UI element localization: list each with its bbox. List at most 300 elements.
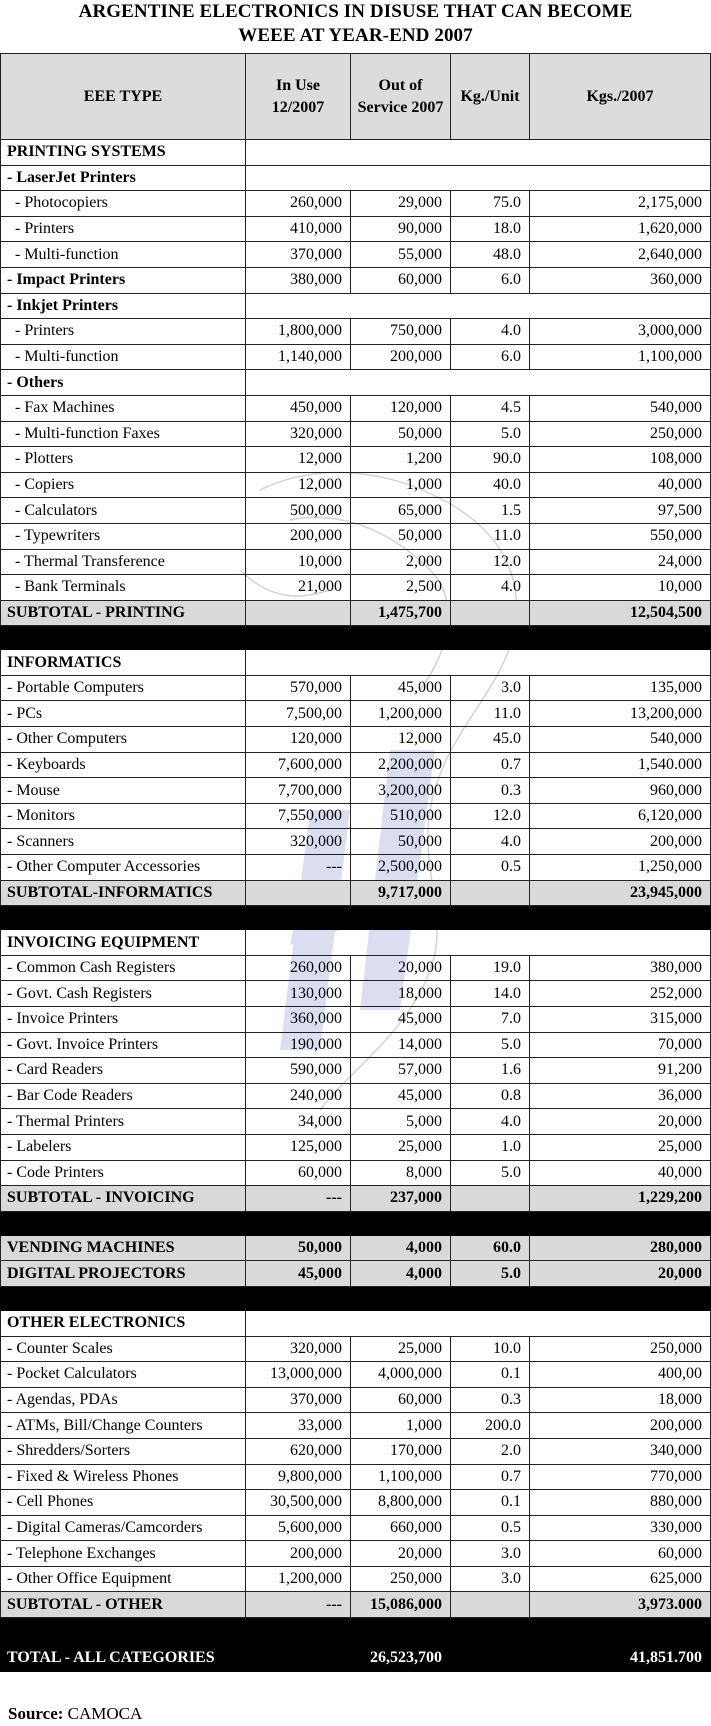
cell-kg-unit <box>451 1592 530 1618</box>
row-label: - Others <box>1 370 246 396</box>
subtotal-row <box>1 880 711 906</box>
row-label: - Agendas, PDAs <box>1 1387 246 1413</box>
row-label: INFORMATICS <box>1 650 246 676</box>
cell-out-of-service: 12,000 <box>351 727 451 753</box>
cell-kgs-2007: 625,000 <box>530 1566 711 1592</box>
cell-kgs-2007: 10,000 <box>530 575 711 601</box>
cell-out-of-service: 4,000,000 <box>351 1362 451 1388</box>
cell-kg-unit: 0.3 <box>451 1387 530 1413</box>
cell-kgs-2007: 1,540.000 <box>530 752 711 778</box>
cell-kg-unit: 5.0 <box>451 1032 530 1058</box>
table-row <box>1 1007 711 1033</box>
cell-out-of-service: 20,000 <box>351 1541 451 1567</box>
table-row <box>1 727 711 753</box>
table-row <box>1 1515 711 1541</box>
cell-out-of-service: 14,000 <box>351 1032 451 1058</box>
row-label: - Other Computer Accessories <box>1 855 246 881</box>
table-row <box>1 1109 711 1135</box>
row-label: - Bar Code Readers <box>1 1083 246 1109</box>
cell-kgs-2007: 41,851.700 <box>530 1618 711 1672</box>
row-label: - Multi-function Faxes <box>1 421 246 447</box>
cell-kgs-2007: 3,973.000 <box>530 1592 711 1618</box>
blank-cell <box>246 930 711 956</box>
row-label: - Telephone Exchanges <box>1 1541 246 1567</box>
row-label: - Thermal Transference <box>1 549 246 575</box>
cell-kg-unit: 14.0 <box>451 981 530 1007</box>
blank-cell <box>246 650 711 676</box>
cell-in-use: 50,000 <box>246 1235 351 1261</box>
section-header-row <box>1 140 711 166</box>
table-row <box>1 523 711 549</box>
cell-out-of-service: 26,523,700 <box>351 1618 451 1672</box>
cell-in-use: --- <box>246 1186 351 1212</box>
row-label: SUBTOTAL - INVOICING <box>1 1186 246 1212</box>
cell-in-use: 320,000 <box>246 1336 351 1362</box>
row-label: - Inkjet Printers <box>1 293 246 319</box>
row-label: - Digital Cameras/Camcorders <box>1 1515 246 1541</box>
cell-kg-unit: 5.0 <box>451 421 530 447</box>
table-row <box>1 575 711 601</box>
cell-kg-unit: 0.5 <box>451 855 530 881</box>
total-row <box>1 1618 711 1672</box>
row-label: - Monitors <box>1 803 246 829</box>
table-row <box>1 549 711 575</box>
cell-kgs-2007: 91,200 <box>530 1058 711 1084</box>
cell-kgs-2007: 360,000 <box>530 267 711 293</box>
separator-bar <box>1 1211 711 1235</box>
row-label: - Labelers <box>1 1134 246 1160</box>
title-line-1: ARGENTINE ELECTRONICS IN DISUSE THAT CAN BECOME <box>78 1 633 22</box>
cell-out-of-service: 55,000 <box>351 242 451 268</box>
table-row <box>1 803 711 829</box>
cell-kgs-2007: 880,000 <box>530 1490 711 1516</box>
cell-kg-unit: 18.0 <box>451 216 530 242</box>
cell-kg-unit: 3.0 <box>451 1541 530 1567</box>
cell-kgs-2007: 108,000 <box>530 447 711 473</box>
table-row <box>1 1160 711 1186</box>
row-label: - Pocket Calculators <box>1 1362 246 1388</box>
row-label: - Scanners <box>1 829 246 855</box>
table-row <box>1 1566 711 1592</box>
cell-kg-unit <box>451 880 530 906</box>
cell-kgs-2007: 135,000 <box>530 675 711 701</box>
row-label: - Shredders/Sorters <box>1 1438 246 1464</box>
cell-kg-unit <box>451 600 530 626</box>
cell-kg-unit: 11.0 <box>451 701 530 727</box>
table-row <box>1 829 711 855</box>
row-label: SUBTOTAL-INFORMATICS <box>1 880 246 906</box>
cell-out-of-service: 45,000 <box>351 1083 451 1109</box>
row-label: - Other Computers <box>1 727 246 753</box>
cell-kgs-2007: 12,504,500 <box>530 600 711 626</box>
cell-kgs-2007: 770,000 <box>530 1464 711 1490</box>
blank-cell <box>246 165 711 191</box>
cell-kgs-2007: 315,000 <box>530 1007 711 1033</box>
row-label: - ATMs, Bill/Change Counters <box>1 1413 246 1439</box>
row-label: - Thermal Printers <box>1 1109 246 1135</box>
row-label: - Multi-function <box>1 344 246 370</box>
row-label: - PCs <box>1 701 246 727</box>
cell-out-of-service: 18,000 <box>351 981 451 1007</box>
row-label: - Common Cash Registers <box>1 955 246 981</box>
cell-in-use: 12,000 <box>246 472 351 498</box>
cell-kgs-2007: 36,000 <box>530 1083 711 1109</box>
cell-in-use: 500,000 <box>246 498 351 524</box>
row-label: - Multi-function <box>1 242 246 268</box>
cell-kgs-2007: 20,000 <box>530 1261 711 1287</box>
cell-out-of-service: 1,000 <box>351 472 451 498</box>
row-label: VENDING MACHINES <box>1 1235 246 1261</box>
cell-kgs-2007: 250,000 <box>530 1336 711 1362</box>
cell-kg-unit: 75.0 <box>451 191 530 217</box>
cell-in-use: 200,000 <box>246 1541 351 1567</box>
cell-out-of-service: 750,000 <box>351 319 451 345</box>
cell-kg-unit: 0.5 <box>451 1515 530 1541</box>
cell-in-use: 380,000 <box>246 267 351 293</box>
cell-in-use: 450,000 <box>246 395 351 421</box>
cell-out-of-service: 15,086,000 <box>351 1592 451 1618</box>
cell-out-of-service: 510,000 <box>351 803 451 829</box>
cell-kg-unit <box>451 1186 530 1212</box>
cell-out-of-service: 8,000 <box>351 1160 451 1186</box>
cell-in-use: 370,000 <box>246 1387 351 1413</box>
cell-in-use: 7,600,000 <box>246 752 351 778</box>
cell-in-use: 410,000 <box>246 216 351 242</box>
cell-kg-unit: 0.1 <box>451 1490 530 1516</box>
cell-kg-unit: 5.0 <box>451 1160 530 1186</box>
cell-kgs-2007: 550,000 <box>530 523 711 549</box>
cell-out-of-service: 90,000 <box>351 216 451 242</box>
source-label: Source: <box>8 1704 64 1723</box>
cell-in-use: --- <box>246 855 351 881</box>
row-label: - Govt. Invoice Printers <box>1 1032 246 1058</box>
subheader-row <box>1 370 711 396</box>
row-label: - Portable Computers <box>1 675 246 701</box>
table-row <box>1 421 711 447</box>
cell-kgs-2007: 60,000 <box>530 1541 711 1567</box>
cell-in-use: 120,000 <box>246 727 351 753</box>
cell-out-of-service: 50,000 <box>351 523 451 549</box>
cell-out-of-service: 4,000 <box>351 1235 451 1261</box>
table-row <box>1 447 711 473</box>
cell-in-use: 260,000 <box>246 955 351 981</box>
table-row <box>1 472 711 498</box>
cell-kg-unit: 0.7 <box>451 752 530 778</box>
cell-kg-unit: 1.6 <box>451 1058 530 1084</box>
cell-in-use: 21,000 <box>246 575 351 601</box>
cell-kgs-2007: 252,000 <box>530 981 711 1007</box>
table-row <box>1 1438 711 1464</box>
cell-in-use: 7,700,000 <box>246 778 351 804</box>
table-row <box>1 267 711 293</box>
cell-out-of-service: 660,000 <box>351 1515 451 1541</box>
cell-kgs-2007: 960,000 <box>530 778 711 804</box>
cell-out-of-service: 2,500,000 <box>351 855 451 881</box>
cell-kgs-2007: 340,000 <box>530 1438 711 1464</box>
section-header-row <box>1 1310 711 1336</box>
row-label: TOTAL - ALL CATEGORIES <box>1 1618 246 1672</box>
cell-kgs-2007: 540,000 <box>530 395 711 421</box>
cell-out-of-service: 1,475,700 <box>351 600 451 626</box>
cell-in-use <box>246 880 351 906</box>
cell-in-use: 320,000 <box>246 829 351 855</box>
cell-kgs-2007: 200,000 <box>530 1413 711 1439</box>
row-label: SUBTOTAL - OTHER <box>1 1592 246 1618</box>
cell-kg-unit: 2.0 <box>451 1438 530 1464</box>
header-kg-unit: Kg./Unit <box>451 54 530 140</box>
cell-kg-unit: 3.0 <box>451 1566 530 1592</box>
category-total-row <box>1 1235 711 1261</box>
source-value: CAMOCA <box>67 1704 143 1723</box>
table-row <box>1 752 711 778</box>
cell-kg-unit: 48.0 <box>451 242 530 268</box>
cell-out-of-service: 4,000 <box>351 1261 451 1287</box>
cell-kg-unit: 4.0 <box>451 575 530 601</box>
row-label: - Fixed & Wireless Phones <box>1 1464 246 1490</box>
cell-out-of-service: 60,000 <box>351 1387 451 1413</box>
cell-in-use: 5,600,000 <box>246 1515 351 1541</box>
cell-out-of-service: 1,200,000 <box>351 701 451 727</box>
table-row <box>1 1336 711 1362</box>
cell-kg-unit: 3.0 <box>451 675 530 701</box>
cell-kgs-2007: 18,000 <box>530 1387 711 1413</box>
cell-out-of-service: 237,000 <box>351 1186 451 1212</box>
table-row <box>1 344 711 370</box>
header-row <box>1 54 711 140</box>
row-label: INVOICING EQUIPMENT <box>1 930 246 956</box>
separator-bar <box>1 626 711 650</box>
cell-in-use: 9,800,000 <box>246 1464 351 1490</box>
cell-kgs-2007: 280,000 <box>530 1235 711 1261</box>
cell-in-use: 45,000 <box>246 1261 351 1287</box>
row-label: - Govt. Cash Registers <box>1 981 246 1007</box>
cell-in-use: 590,000 <box>246 1058 351 1084</box>
cell-kg-unit: 12.0 <box>451 549 530 575</box>
table-row <box>1 675 711 701</box>
row-label: PRINTING SYSTEMS <box>1 140 246 166</box>
cell-out-of-service: 65,000 <box>351 498 451 524</box>
cell-kgs-2007: 2,640,000 <box>530 242 711 268</box>
cell-out-of-service: 3,200,000 <box>351 778 451 804</box>
table-row <box>1 216 711 242</box>
cell-kgs-2007: 13,200,000 <box>530 701 711 727</box>
section-header-row <box>1 930 711 956</box>
row-label: - Bank Terminals <box>1 575 246 601</box>
cell-kg-unit: 4.0 <box>451 829 530 855</box>
cell-kgs-2007: 6,120,000 <box>530 803 711 829</box>
table-row <box>1 242 711 268</box>
table-row <box>1 1362 711 1388</box>
cell-kgs-2007: 40,000 <box>530 1160 711 1186</box>
cell-in-use: 10,000 <box>246 549 351 575</box>
row-label: - Mouse <box>1 778 246 804</box>
cell-in-use: 1,200,000 <box>246 1566 351 1592</box>
section-header-row <box>1 650 711 676</box>
cell-kgs-2007: 40,000 <box>530 472 711 498</box>
row-label: - Other Office Equipment <box>1 1566 246 1592</box>
header-out-of-service: Out of Service 2007 <box>351 54 451 140</box>
cell-out-of-service: 120,000 <box>351 395 451 421</box>
cell-in-use: 130,000 <box>246 981 351 1007</box>
title-line-2: WEEE AT YEAR-END 2007 <box>238 25 473 46</box>
table-row <box>1 701 711 727</box>
cell-in-use: 370,000 <box>246 242 351 268</box>
cell-in-use <box>246 1618 351 1672</box>
subheader-row <box>1 165 711 191</box>
cell-kgs-2007: 2,175,000 <box>530 191 711 217</box>
row-label: - Cell Phones <box>1 1490 246 1516</box>
separator-cell <box>1 626 711 650</box>
row-label: - Keyboards <box>1 752 246 778</box>
row-label: OTHER ELECTRONICS <box>1 1310 246 1336</box>
subtotal-row <box>1 1186 711 1212</box>
weee-table <box>0 53 711 1672</box>
cell-kgs-2007: 1,229,200 <box>530 1186 711 1212</box>
row-label: - Calculators <box>1 498 246 524</box>
source-note <box>8 1704 142 1724</box>
cell-in-use: 13,000,000 <box>246 1362 351 1388</box>
cell-kg-unit: 11.0 <box>451 523 530 549</box>
table-row <box>1 778 711 804</box>
cell-kg-unit: 4.5 <box>451 395 530 421</box>
blank-cell <box>246 140 711 166</box>
cell-in-use: 200,000 <box>246 523 351 549</box>
cell-kgs-2007: 540,000 <box>530 727 711 753</box>
cell-kgs-2007: 97,500 <box>530 498 711 524</box>
cell-out-of-service: 170,000 <box>351 1438 451 1464</box>
cell-kg-unit: 0.7 <box>451 1464 530 1490</box>
cell-out-of-service: 60,000 <box>351 267 451 293</box>
header-in-use: In Use 12/2007 <box>246 54 351 140</box>
row-label: - Invoice Printers <box>1 1007 246 1033</box>
table-row <box>1 981 711 1007</box>
table-row <box>1 1134 711 1160</box>
row-label: - Card Readers <box>1 1058 246 1084</box>
cell-kg-unit: 0.1 <box>451 1362 530 1388</box>
cell-kg-unit: 45.0 <box>451 727 530 753</box>
cell-in-use: 12,000 <box>246 447 351 473</box>
cell-kgs-2007: 1,250,000 <box>530 855 711 881</box>
table-row <box>1 1464 711 1490</box>
cell-out-of-service: 5,000 <box>351 1109 451 1135</box>
cell-kg-unit: 6.0 <box>451 267 530 293</box>
row-label: - Printers <box>1 216 246 242</box>
cell-out-of-service: 8,800,000 <box>351 1490 451 1516</box>
cell-kgs-2007: 380,000 <box>530 955 711 981</box>
cell-kgs-2007: 1,620,000 <box>530 216 711 242</box>
table-row <box>1 1541 711 1567</box>
cell-kgs-2007: 20,000 <box>530 1109 711 1135</box>
table-row <box>1 191 711 217</box>
cell-in-use: 1,140,000 <box>246 344 351 370</box>
table-title <box>0 0 711 48</box>
cell-out-of-service: 50,000 <box>351 829 451 855</box>
cell-kg-unit: 7.0 <box>451 1007 530 1033</box>
cell-in-use: 30,500,000 <box>246 1490 351 1516</box>
table-row <box>1 955 711 981</box>
blank-cell <box>246 370 711 396</box>
cell-kg-unit: 1.0 <box>451 1134 530 1160</box>
cell-kg-unit: 40.0 <box>451 472 530 498</box>
table-row <box>1 1032 711 1058</box>
cell-kg-unit: 0.3 <box>451 778 530 804</box>
cell-in-use: 7,550,000 <box>246 803 351 829</box>
cell-out-of-service: 45,000 <box>351 1007 451 1033</box>
cell-kg-unit: 5.0 <box>451 1261 530 1287</box>
cell-in-use: 620,000 <box>246 1438 351 1464</box>
separator-cell <box>1 1211 711 1235</box>
cell-kgs-2007: 200,000 <box>530 829 711 855</box>
table-row <box>1 855 711 881</box>
cell-in-use: 360,000 <box>246 1007 351 1033</box>
cell-kgs-2007: 1,100,000 <box>530 344 711 370</box>
subtotal-row <box>1 600 711 626</box>
cell-in-use: --- <box>246 1592 351 1618</box>
cell-in-use: 34,000 <box>246 1109 351 1135</box>
separator-bar <box>1 1286 711 1310</box>
table-row <box>1 395 711 421</box>
cell-out-of-service: 29,000 <box>351 191 451 217</box>
cell-out-of-service: 25,000 <box>351 1134 451 1160</box>
table-row <box>1 1413 711 1439</box>
cell-in-use: 60,000 <box>246 1160 351 1186</box>
subtotal-row <box>1 1592 711 1618</box>
cell-kg-unit: 4.0 <box>451 1109 530 1135</box>
cell-in-use: 260,000 <box>246 191 351 217</box>
cell-out-of-service: 1,200 <box>351 447 451 473</box>
row-label: - Code Printers <box>1 1160 246 1186</box>
cell-in-use: 240,000 <box>246 1083 351 1109</box>
row-label: - Typewriters <box>1 523 246 549</box>
table-row <box>1 1058 711 1084</box>
cell-out-of-service: 200,000 <box>351 344 451 370</box>
cell-out-of-service: 2,200,000 <box>351 752 451 778</box>
cell-in-use: 33,000 <box>246 1413 351 1439</box>
cell-kg-unit: 200.0 <box>451 1413 530 1439</box>
blank-cell <box>246 1310 711 1336</box>
cell-kg-unit: 0.8 <box>451 1083 530 1109</box>
cell-kgs-2007: 70,000 <box>530 1032 711 1058</box>
row-label: DIGITAL PROJECTORS <box>1 1261 246 1287</box>
cell-kg-unit: 6.0 <box>451 344 530 370</box>
cell-out-of-service: 1,100,000 <box>351 1464 451 1490</box>
row-label: SUBTOTAL - PRINTING <box>1 600 246 626</box>
table-body <box>1 140 711 1672</box>
cell-kgs-2007: 3,000,000 <box>530 319 711 345</box>
cell-kgs-2007: 330,000 <box>530 1515 711 1541</box>
cell-out-of-service: 20,000 <box>351 955 451 981</box>
cell-out-of-service: 9,717,000 <box>351 880 451 906</box>
table-row <box>1 498 711 524</box>
blank-cell <box>246 293 711 319</box>
cell-out-of-service: 2,500 <box>351 575 451 601</box>
cell-in-use: 125,000 <box>246 1134 351 1160</box>
separator-cell <box>1 906 711 930</box>
cell-out-of-service: 2,000 <box>351 549 451 575</box>
row-label: - Printers <box>1 319 246 345</box>
separator-cell <box>1 1286 711 1310</box>
row-label: - Plotters <box>1 447 246 473</box>
cell-out-of-service: 1,000 <box>351 1413 451 1439</box>
cell-kg-unit: 10.0 <box>451 1336 530 1362</box>
cell-kg-unit: 60.0 <box>451 1235 530 1261</box>
cell-out-of-service: 50,000 <box>351 421 451 447</box>
row-label: - Counter Scales <box>1 1336 246 1362</box>
cell-kg-unit <box>451 1618 530 1672</box>
category-total-row <box>1 1261 711 1287</box>
cell-in-use <box>246 600 351 626</box>
cell-kg-unit: 12.0 <box>451 803 530 829</box>
